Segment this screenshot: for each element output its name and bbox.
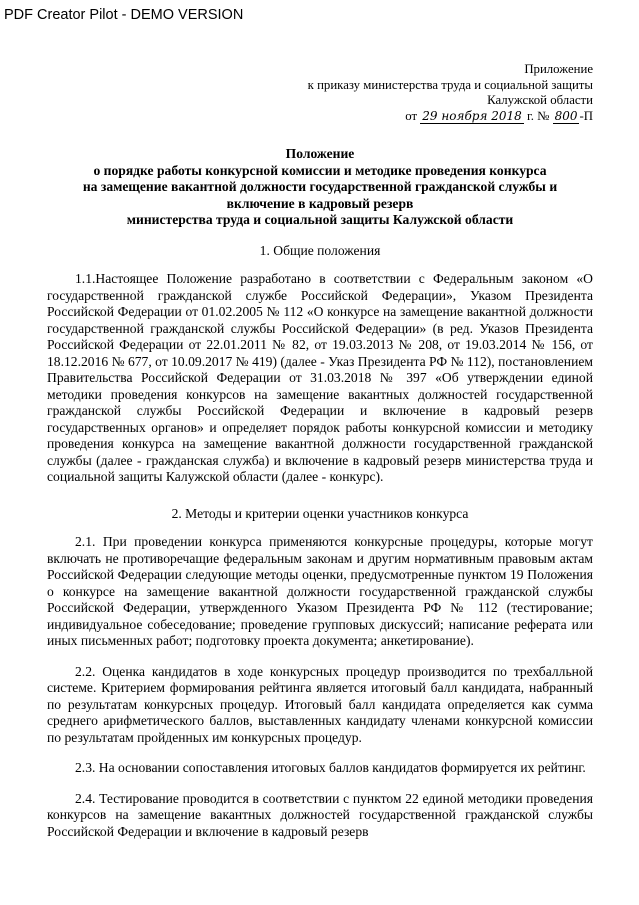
title-line-2: о порядке работы конкурсной комиссии и методике проведения конкурса [93,162,547,178]
paragraph-2-3: 2.3. На основании сопоставления итоговых баллов кандидатов формируется их рейтинг. [75,760,586,775]
title-line-4: включение в кадровый резерв [226,195,414,211]
title-line-5: министерства труда и социальной защиты Калужской области [126,212,514,227]
date-prefix: от [405,108,418,123]
number-prefix: г. № [526,108,550,123]
paragraph-2-2: 2.2. Оценка кандидатов в ходе конкурсных процедур производится по трехбалльной системе. Критерием формирования рейтинга является итоговый балл кандидата, набранный по результатам конкурсных процедур. Итоговый балл кандидата определяется как сумма среднего арифметического баллов, выставленных кандидату членами конкурсной комиссии по результатам пройденных им конкурсных процедур. [47,663,593,745]
appendix-label: Приложение [524,62,593,76]
title-line-3: на замещение вакантной должности государственной гражданской службы и [82,179,558,194]
document-page [47,62,593,840]
handwritten-number: 800 [554,108,578,123]
appendix-order-ref: к приказу министерства труда и социальной защиты [307,77,593,92]
paragraph-2-4: 2.4. Тестирование проводится в соответствии с пунктом 22 единой методики проведения конкурсов на замещение вакантных должностей государственной гражданской службы Российской Федерации и включение в кадровый резерв [47,790,593,839]
section-2-heading: 2. Методы и критерии оценки участников конкурса [171,505,469,521]
appendix-region: Калужской области [487,93,593,107]
title-line-1: Положение [285,146,355,161]
document-title [47,146,593,229]
section-1-heading: 1. Общие положения [259,242,381,258]
paragraph-2-1: 2.1. При проведении конкурса применяются конкурсные процедуры, которые могут включать не противоречащие федеральным законам и другим нормативным правовым актам Российской Федерации следующие методы оценки, предусмотренные пунктом 19 Положения о конкурсе на замещение вакантной должности государственной гражданской службы Российской Федерации, утвержденного Указом Президента РФ № 112 (тестирование; индивидуальное собеседование; проведение групповых дискуссий; написание реферата или иных письменных работ; подготовку проекта документа; анкетирование). [47,534,593,648]
appendix-date-line [47,109,593,125]
paragraph-1-1: 1.1.Настоящее Положение разработано в соответствии с Федеральным законом «О государственной гражданской службе Российской Федерации», Указом Президента Российской Федерации от 01.02.2005 № 112 «О конкурсе на замещение вакантной должности государственной гражданской службы Российской Федерации» (в ред. Указов Президента Российской Федерации от 22.01.2011 № 82, от 19.03.2013 № 208, от 19.03.2014 № 156, от 18.12.2016 № 677, от 10.09.2017 № 419) (далее - Указ Президента РФ № 112), постановлением Правительства Российской Федерации от 31.03.2018 № 397 «Об утверждении единой методики проведения конкурсов на замещение вакантных должностей государственной гражданской службы Российской Федерации и включение в кадровый резерв государственных органов» и определяет порядок работы конкурсной комиссии и методику проведения конкурса на замещение вакантной должности государственной гражданской службы (далее - гражданская служба) и включение в кадровый резерв министерства труда и социальной защиты Калужской области (далее - конкурс). [47,271,593,484]
demo-watermark: PDF Creator Pilot - DEMO VERSION [4,7,244,23]
number-suffix: -П [579,108,593,123]
handwritten-date: 29 ноября 2018 [422,108,522,123]
appendix-block [47,62,593,124]
